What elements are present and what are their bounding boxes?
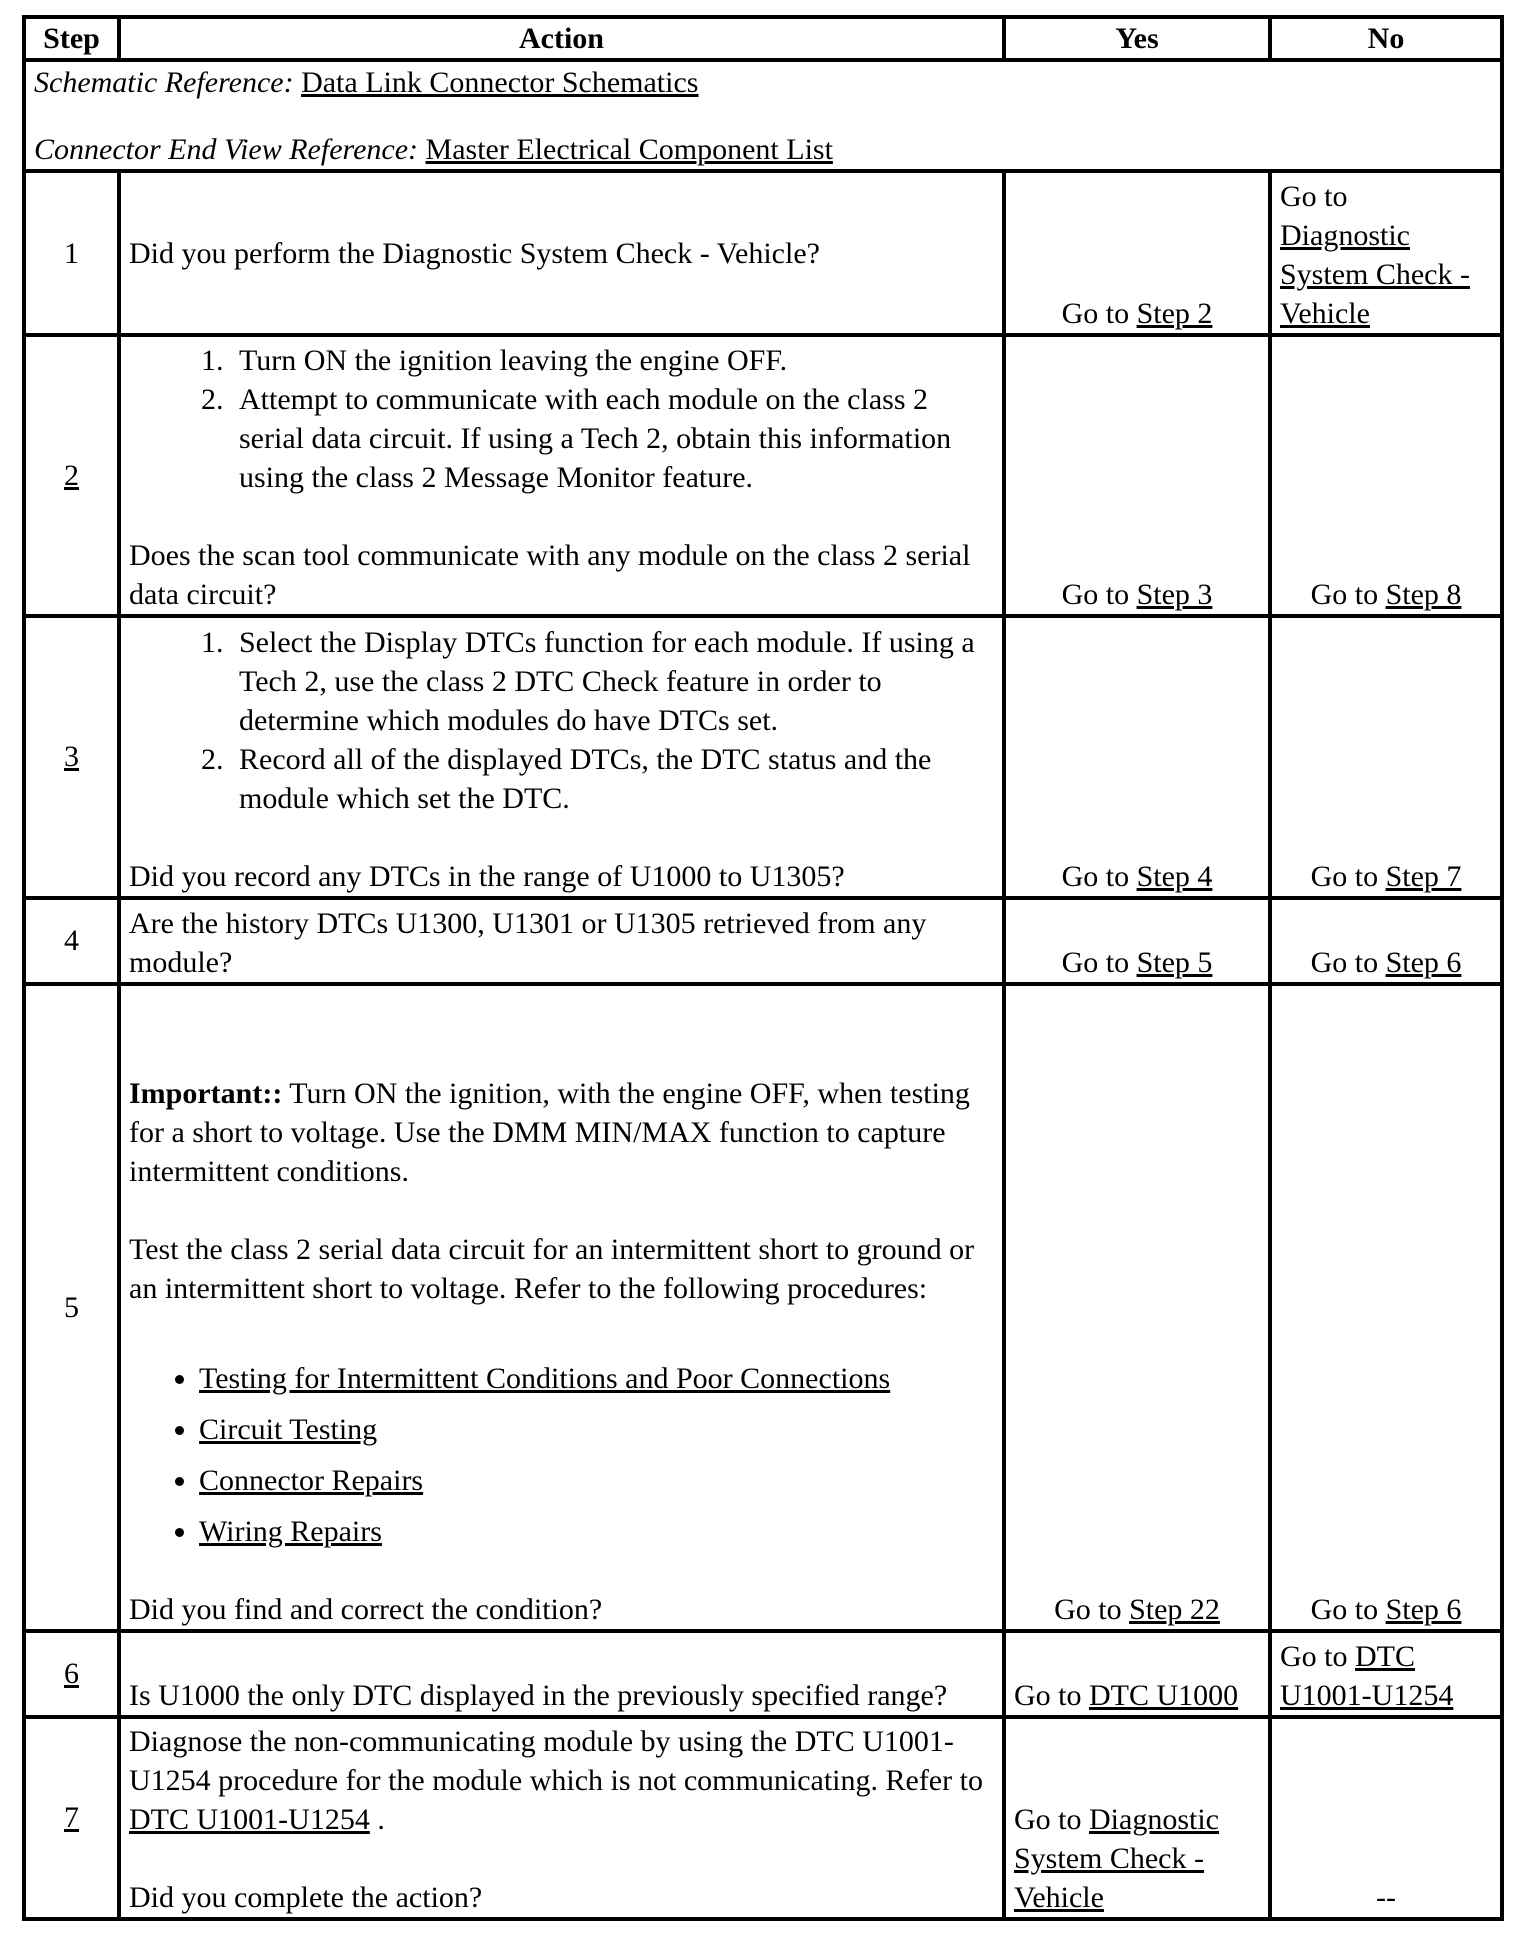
action-text: Diagnose the non-communicating module by using the DTC U1001-U1254 procedure for the module which is not communicating. Refer to DTC U1001-U1254 . [129,1725,983,1836]
header-action: Action [119,17,1004,60]
step-number [24,1631,119,1717]
action-cell [119,1717,1004,1919]
reference-cell [24,60,1502,171]
step-row-3 [24,616,1502,898]
yes-link[interactable]: Step 2 [1136,297,1213,331]
step-row-2 [24,335,1502,615]
header-row [24,17,1502,60]
no-link[interactable]: Diagnostic System Check - Vehicle [1280,219,1470,331]
header-yes: Yes [1004,17,1270,60]
question-text: Did you record any DTCs in the range of U1000 to U1305? [129,859,845,893]
step-link[interactable]: 6 [64,1657,79,1691]
step-number: 1 [24,171,119,335]
yes-cell: Go to Step 5 [1004,898,1270,984]
question-text: Did you complete the action? [129,1881,483,1914]
test-instructions: Test the class 2 serial data circuit for an intermittent short to ground or an intermittent short to voltage. Refer to the following procedures: [129,1232,975,1305]
procedure-link[interactable]: Testing for Intermittent Conditions and Poor Connections [199,1361,891,1395]
question-text: Does the scan tool communicate with any module on the class 2 serial data circuit? [129,538,971,611]
connector-link[interactable]: Master Electrical Component List [425,133,833,167]
yes-link[interactable]: DTC U1000 [1089,1678,1239,1712]
no-cell: Go to Step 7 [1270,616,1502,898]
yes-cell: Go to Step 22 [1004,984,1270,1631]
yes-link[interactable]: Step 5 [1136,945,1213,979]
list-item: 1. Turn ON the ignition leaving the engine OFF. [231,341,994,380]
no-link[interactable]: DTC U1001-U1254 [1280,1639,1454,1712]
important-note: Important:: Turn ON the ignition, with the engine OFF, when testing for a short to voltage. Use the DMM MIN/MAX function to capture intermittent conditions. [129,1076,970,1188]
list-item [199,1512,994,1551]
action-cell: Are the history DTCs U1300, U1301 or U1305 retrieved from any module? [119,898,1004,984]
yes-link[interactable]: Step 4 [1136,859,1213,893]
list-item: 1. Select the Display DTCs function for each module. If using a Tech 2, use the class 2 DTC Check feature in order to determine which modules do have DTCs set. [231,623,994,740]
procedure-link[interactable]: Wiring Repairs [199,1514,382,1548]
action-cell [119,616,1004,898]
step-row-4 [24,898,1502,984]
step-number: 4 [24,898,119,984]
no-cell: Go to DTC U1001-U1254 [1270,1631,1502,1717]
action-cell [119,335,1004,615]
step-row-6 [24,1631,1502,1717]
schematic-link[interactable]: Data Link Connector Schematics [301,66,699,100]
step-row-1 [24,171,1502,335]
action-cell: Did you perform the Diagnostic System Check - Vehicle? [119,171,1004,335]
procedure-list [129,341,994,497]
no-cell: Go to Step 8 [1270,335,1502,615]
step-row-7 [24,1717,1502,1919]
action-cell: Is U1000 the only DTC displayed in the previously specified range? [119,1631,1004,1717]
procedure-list [129,623,994,818]
yes-cell: Go to Diagnostic System Check - Vehicle [1004,1717,1270,1919]
no-cell: Go to Diagnostic System Check - Vehicle [1270,171,1502,335]
header-no: No [1270,17,1502,60]
yes-link[interactable]: Diagnostic System Check - Vehicle [1014,1803,1219,1914]
yes-cell: Go to DTC U1000 [1004,1631,1270,1717]
schematic-reference [34,63,1492,102]
no-link[interactable]: Step 6 [1385,945,1462,979]
step-number [24,1717,119,1919]
diagnostic-table [22,15,1504,1921]
step-link[interactable]: 7 [64,1801,79,1835]
reference-row [24,60,1502,171]
yes-link[interactable]: Step 3 [1136,577,1213,611]
yes-link[interactable]: Step 22 [1129,1592,1220,1626]
step-link[interactable]: 3 [64,740,79,774]
yes-cell: Go to Step 3 [1004,335,1270,615]
no-cell: Go to Step 6 [1270,984,1502,1631]
important-label: Important:: [129,1076,283,1110]
connector-label: Connector End View Reference: [34,133,419,167]
procedure-link[interactable]: Connector Repairs [199,1463,424,1497]
list-item: 2. Record all of the displayed DTCs, the DTC status and the module which set the DTC. [231,740,994,818]
step-number [24,335,119,615]
dtc-link[interactable]: DTC U1001-U1254 [129,1803,370,1836]
no-link[interactable]: Step 6 [1385,1592,1462,1626]
list-item [199,1410,994,1449]
question-text: Did you find and correct the condition? [129,1592,603,1626]
no-link[interactable]: Step 7 [1385,859,1462,893]
yes-cell: Go to Step 4 [1004,616,1270,898]
list-item [199,1359,994,1398]
schematic-label: Schematic Reference: [34,66,294,100]
step-link[interactable]: 2 [64,458,79,492]
header-step: Step [24,17,119,60]
no-cell: Go to Step 6 [1270,898,1502,984]
list-item [199,1461,994,1500]
no-cell: -- [1270,1717,1502,1919]
action-cell [119,984,1004,1631]
list-item: 2. Attempt to communicate with each module on the class 2 serial data circuit. If using a Tech 2, obtain this information using the class 2 Message Monitor feature. [231,380,994,497]
yes-cell: Go to Step 2 [1004,171,1270,335]
no-link[interactable]: Step 8 [1385,577,1462,611]
procedure-links [129,1359,994,1551]
step-number [24,616,119,898]
step-number: 5 [24,984,119,1631]
step-row-5 [24,984,1502,1631]
procedure-link[interactable]: Circuit Testing [199,1412,378,1446]
connector-reference [34,130,1492,169]
